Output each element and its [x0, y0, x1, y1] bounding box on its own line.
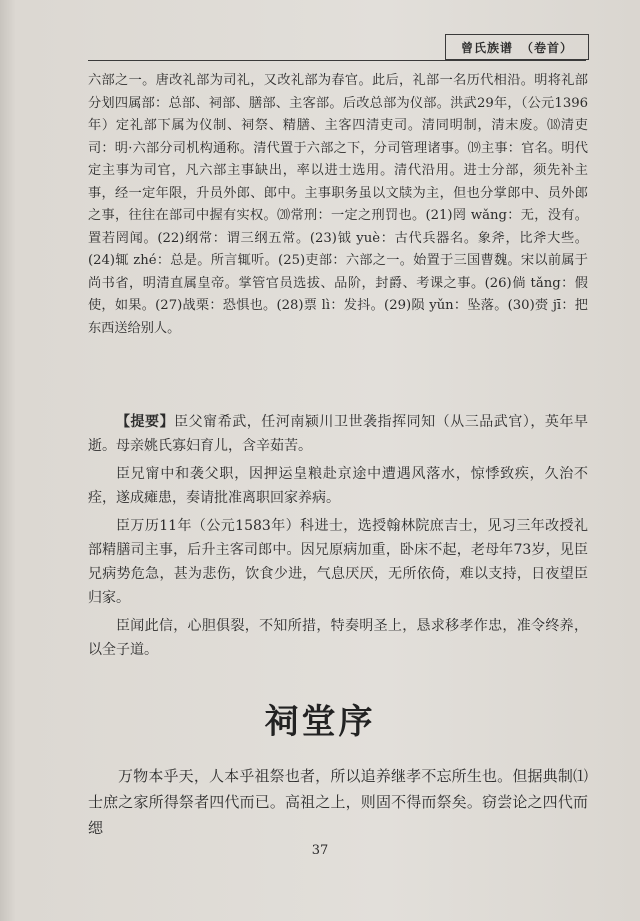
header-volume: （卷首）	[521, 40, 574, 55]
summary-paragraph-3: 臣万历11年（公元1583年）科进士，选授翰林院庶吉士，见习三年改授礼部精膳司主事，后升主客司郎中。因兄原病加重，卧床不起，老母年73岁，见臣兄病势危急，甚为悲伤，饮食少进，气息厌厌，无所依倚，难以支持，日夜望臣归家。	[88, 518, 588, 606]
summary-section	[88, 410, 588, 666]
body-text	[88, 763, 588, 841]
page-number: 37	[311, 843, 329, 858]
summary-paragraph-1	[88, 410, 588, 458]
summary-paragraph-1-text: 臣父甯希武，任河南颍川卫世袭指挥同知（从三品武官），英年早逝。母亲姚氏寡妇育儿，含辛茹苦。	[88, 414, 588, 454]
annotation-notes	[88, 70, 588, 340]
summary-label: 【提要】	[116, 414, 175, 430]
header-title: 曾氏族谱	[460, 40, 513, 55]
header-rule	[88, 60, 586, 61]
section-title: 祠堂序	[264, 702, 376, 742]
running-header	[445, 34, 589, 60]
body-paragraph: 万物本乎天，人本乎祖祭也者，所以追养继孝不忘所生也。但据典制⑴士庶之家所得祭者四代而已。高祖之上，则固不得而祭矣。窃尝论之四代而缌	[88, 767, 588, 837]
notes-paragraph: 六部之一。唐改礼部为司礼，又改礼部为春官。此后，礼部一名历代相沿。明将礼部分划四属部：总部、祠部、膳部、主客部。后改总部为仪部。洪武29年，（公元1396年）定礼部下属为仪制、祠祭、精膳、主客四清吏司。清同明制，清末废。⒅清吏司：明·六部分司机构通称。清代置于六部之下，分司管理诸事。⒆主事：官名。明代定主事为司官，凡六部主事缺出，率以进士选用。清代沿用。进士分部，须先补主事，经一定年限，升员外郎、郎中。主事职务虽以文牍为主，但也分掌郎中、员外郎之事，往往在部司中握有实权。⒇常刑：一定之刑罚也。(21)罔 wǎng：无，没有。置若罔闻。(22)纲常：谓三纲五常。(23)钺 yuè：古代兵器名。象斧，比斧大些。(24)辄 zhé：总是。所言辄听。(25)吏部：六部之一。始置于三国曹魏。宋以前属于尚书省，明清直属皇帝。掌管官员选拔、品阶，封爵、考课之事。(26)倘 tǎng：假使，如果。(27)战栗：恐惧也。(28)票 lì：发抖。(29)陨 yǔn：坠落。(30)赍 jī：把东西送给别人。	[88, 73, 588, 336]
summary-paragraph-4: 臣闻此信，心胆俱裂，不知所措，特奏明圣上，恳求移孝作忠，准令终养，以全子道。	[88, 618, 588, 658]
summary-paragraph-2: 臣兄甯中和袭父职，因押运皇粮赴京途中遭遇风落水，惊悸致疾，久治不痊，遂成瘫患，奏请批准离职回家养病。	[88, 466, 588, 506]
